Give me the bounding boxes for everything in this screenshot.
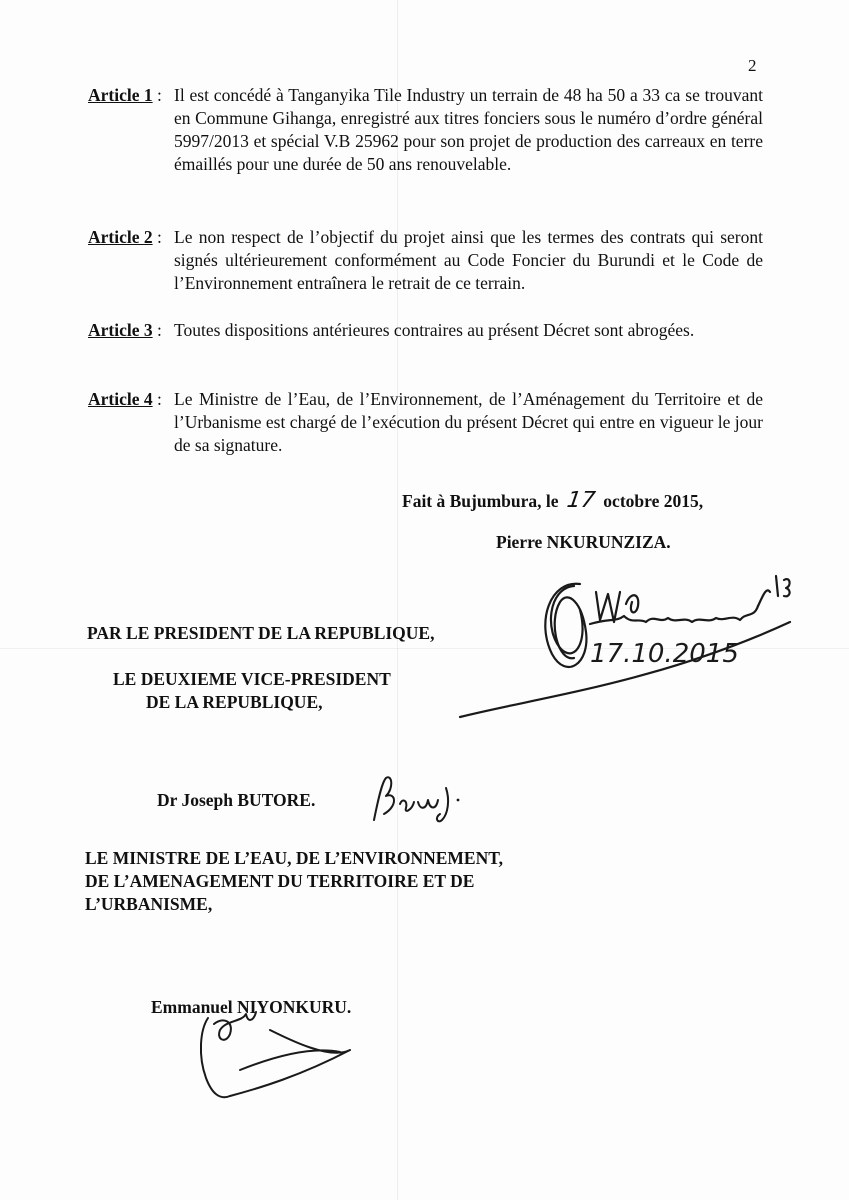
- vp-title-line-2: DE LA REPUBLIQUE,: [146, 692, 323, 712]
- president-name: Pierre NKURUNZIZA.: [496, 532, 671, 552]
- handwritten-day: 17: [565, 488, 597, 513]
- article-4: [88, 388, 763, 457]
- article-3-label: Article 3: [88, 320, 153, 340]
- article-1-separator: :: [152, 85, 162, 105]
- article-2-heading: [88, 226, 162, 249]
- article-2-text: Le non respect de l’objectif du projet ainsi que les termes des contrats qui seront signés ultérieurement conformément au Code Foncier du Burundi et le Code de l’Environnement entraînera le retrait de ce terrain.: [174, 227, 763, 293]
- article-1-text: Il est concédé à Tanganyika Tile Industry un terrain de 48 ha 50 a 33 ca se trouvant en Commune Gihanga, enregistré aux titres fonciers sous le numéro d’ordre général 5997/2013 et spécial V.B 25962 pour son projet de production des carreaux en terre émaillés pour une durée de 50 ans renouvelable.: [174, 85, 763, 174]
- place-prefix: Fait à Bujumbura, le: [402, 491, 559, 511]
- article-2: [88, 226, 763, 295]
- par-le-president-line: PAR LE PRESIDENT DE LA REPUBLIQUE,: [87, 623, 435, 643]
- article-4-separator: :: [152, 389, 162, 409]
- fold-line-vertical: [397, 0, 398, 1200]
- article-3-separator: :: [152, 320, 162, 340]
- article-4-label: Article 4: [88, 389, 153, 409]
- minister-signature-image: [190, 1000, 380, 1110]
- vp-name: Dr Joseph BUTORE.: [157, 790, 316, 810]
- minister-title-line-1: LE MINISTRE DE L’EAU, DE L’ENVIRONNEMENT,: [85, 848, 503, 868]
- vp-title-line-1: LE DEUXIEME VICE-PRESIDENT: [113, 669, 391, 689]
- article-2-label: Article 2: [88, 227, 153, 247]
- president-signature-image: [440, 562, 800, 727]
- article-4-heading: [88, 388, 162, 411]
- president-signature-date: 17.10.2015: [590, 639, 739, 669]
- month-year: octobre 2015,: [603, 491, 704, 511]
- article-1: [88, 84, 763, 176]
- article-4-text: Le Ministre de l’Eau, de l’Environnement, de l’Aménagement du Territoire et de l’Urbanisme est chargé de l’exécution du présent Décret qui entre en vigueur le jour de sa signature.: [174, 389, 763, 455]
- article-3-heading: [88, 319, 162, 342]
- place-date-line: [402, 488, 703, 513]
- article-1-heading: [88, 84, 162, 107]
- article-2-separator: :: [152, 227, 162, 247]
- article-1-label: Article 1: [88, 85, 153, 105]
- minister-title-line-2: DE L’AMENAGEMENT DU TERRITOIRE ET DE: [85, 871, 475, 891]
- article-3-text: Toutes dispositions antérieures contraires au présent Décret sont abrogées.: [174, 320, 695, 340]
- minister-title-line-3: L’URBANISME,: [85, 894, 213, 914]
- vp-signature-image: [364, 770, 474, 830]
- article-3: [88, 319, 763, 342]
- page-number: 2: [748, 56, 757, 75]
- minister-name: Emmanuel NIYONKURU.: [151, 997, 352, 1017]
